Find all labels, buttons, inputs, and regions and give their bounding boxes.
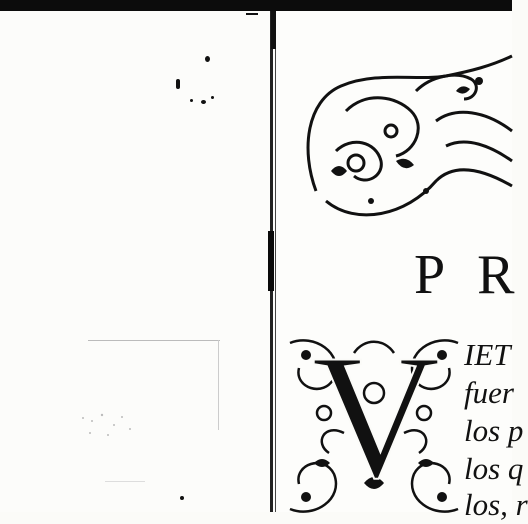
ink-speck [180, 496, 184, 500]
drop-cap-letter: V [311, 317, 441, 515]
text-line: fuer [464, 375, 514, 410]
text-line: IET [464, 337, 511, 372]
ink-speck [246, 13, 258, 15]
top-scan-border [0, 0, 512, 11]
text-line: los p [464, 413, 524, 448]
faint-mark-svg [78, 403, 148, 443]
bleed-through-marks [78, 403, 148, 443]
text-line: los, r [464, 487, 528, 522]
left-page [0, 11, 276, 512]
right-page [276, 11, 528, 522]
floral-headpiece-ornament [296, 51, 512, 226]
chapter-heading: P R [414, 244, 525, 306]
bleed-through-rule [218, 340, 219, 430]
bleed-through-rule [105, 481, 145, 482]
ink-speck [205, 56, 210, 62]
text-line: los q [464, 451, 524, 486]
drop-cap-block [284, 317, 464, 519]
ink-speck [176, 79, 180, 89]
ink-speck [201, 100, 206, 104]
ink-speck [211, 96, 214, 99]
bleed-through-rule [88, 340, 220, 341]
ink-speck [190, 99, 193, 102]
